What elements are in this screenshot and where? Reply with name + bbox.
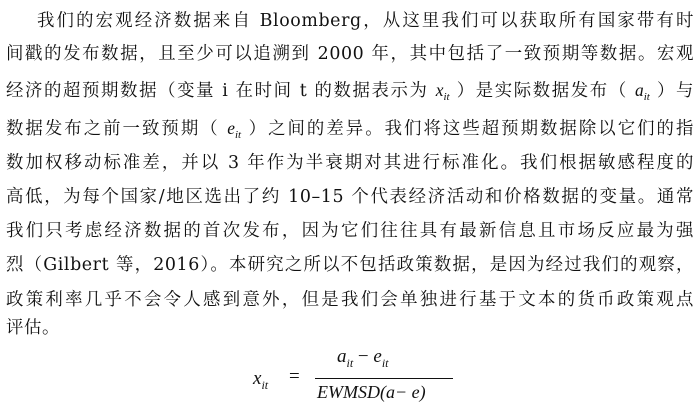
paragraph-line-9: 政策利率几乎不会令人感到意外，但是我们会单独进行基于文本的货币政策观点 [6, 290, 694, 310]
math-e: e [227, 118, 235, 138]
line-4-text-b: ）之间的差异。我们将这些超预期数据除以它们的指 [248, 119, 694, 139]
formula-num-e: e [373, 346, 382, 367]
formula-lhs-subscript: it [261, 378, 269, 392]
paragraph-line-6: 高低，为每个国家/地区选出了约 10–15 个代表经济活动和价格数据的变量。通常 [6, 187, 694, 207]
line-4-text-a: 数据发布之前一致预期（ [6, 119, 220, 139]
formula-num-a-subscript: it [346, 356, 354, 370]
paragraph-line-8: 烈（Gilbert 等，2016）。本研究之所以不包括政策数据，是因为经过我们的观察， [6, 255, 694, 275]
formula-lhs [253, 368, 268, 393]
formula-equals: = [289, 366, 300, 387]
formula-numerator [337, 346, 389, 371]
math-x-subscript: it [443, 91, 450, 103]
line-3-text-b: ）是实际数据发布（ [456, 81, 628, 101]
math-a-subscript: it [643, 91, 650, 103]
paragraph-line-7: 我们只考虑经济数据的首次发布，因为它们往往具有最新信息且市场反应最为强 [6, 221, 694, 241]
paragraph-line-4 [6, 111, 694, 145]
math-e-subscript: it [234, 129, 242, 141]
math-a-it [635, 80, 650, 103]
math-a: a [635, 80, 644, 100]
formula-num-e-subscript: it [381, 356, 389, 370]
paragraph-line-2: 间戳的发布数据，且至少可以追溯到 2000 年，其中包括了一致预期等数据。宏观 [6, 44, 694, 64]
formula-denominator: EWMSD(a− e) [317, 382, 426, 402]
formula-num-a: a [337, 346, 347, 367]
standardization-formula [245, 346, 455, 416]
line-3-text-a: 经济的超预期数据（变量 i 在时间 t 的数据表示为 [6, 81, 429, 101]
paragraph-line-3 [6, 73, 694, 107]
formula-num-minus: − [353, 346, 374, 367]
paragraph-line-5: 数加权移动标准差，并以 3 年作为半衰期对其进行标准化。我们根据敏感程度的 [6, 153, 694, 173]
formula-lhs-var: x [253, 368, 262, 389]
math-e-it [227, 118, 242, 141]
math-x-it [435, 80, 450, 103]
paragraph-line-10: 评估。 [6, 318, 60, 338]
line-3-text-c: ）与 [656, 81, 694, 101]
math-x: x [435, 80, 444, 100]
formula-fraction-bar [315, 378, 453, 379]
paragraph-line-1: 我们的宏观经济数据来自 Bloomberg，从这里我们可以获取所有国家带有时 [37, 11, 694, 31]
